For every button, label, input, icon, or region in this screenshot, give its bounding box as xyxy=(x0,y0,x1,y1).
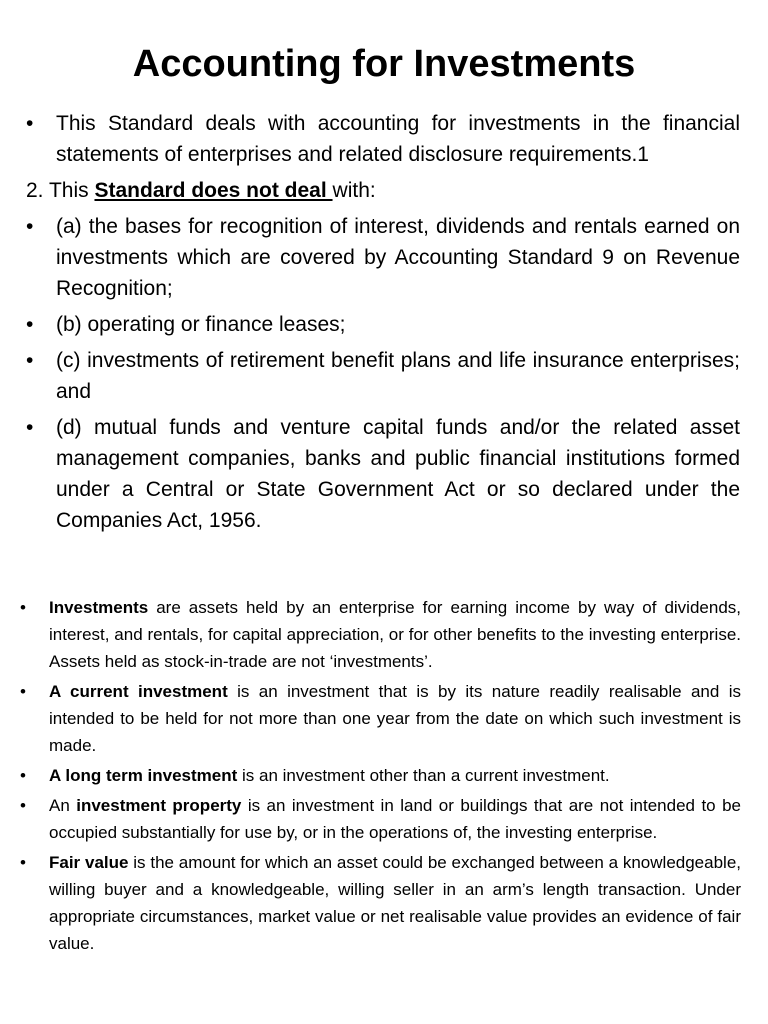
definition-term: A long term investment xyxy=(49,766,238,785)
scope-heading xyxy=(26,175,740,206)
bullet-icon: • xyxy=(26,112,34,135)
list-item xyxy=(26,412,740,536)
scope-prefix: 2. This xyxy=(26,179,95,202)
definition-text: are assets held by an enterprise for earning income by way of dividends, interest, and rentals, for capital appreciation, or for other benefits to the investing enterprise. Assets held as stock-in-trade are not ‘investments’. xyxy=(49,598,741,671)
list-item xyxy=(26,108,740,170)
bullet-icon: • xyxy=(26,349,34,372)
definition-item xyxy=(20,594,741,675)
definition-text: is an investment in land or buildings that are not intended to be occupied substantially for use by, or in the operations of, the investing enterprise. xyxy=(49,796,741,842)
definition-term: Fair value xyxy=(49,853,129,872)
bullet-icon: • xyxy=(26,215,34,238)
definition-item xyxy=(20,849,741,957)
definitions-section xyxy=(20,594,741,960)
list-item xyxy=(26,211,740,304)
exclusion-b: (b) operating or finance leases; xyxy=(56,313,346,336)
exclusion-d: (d) mutual funds and venture capital funds and/or the related asset management companies, banks and public financial institutions formed under a Central or State Government Act or so declared under the Companies Act, 1956. xyxy=(56,416,740,532)
definition-term: investment property xyxy=(76,796,242,815)
bullet-icon: • xyxy=(20,796,26,815)
definition-text: is an investment other than a current investment. xyxy=(237,766,610,785)
bullet-icon: • xyxy=(26,416,34,439)
list-item xyxy=(26,309,740,340)
bullet-icon: • xyxy=(20,598,26,617)
scope-suffix: with: xyxy=(332,179,376,202)
scope-section xyxy=(26,108,740,541)
bullet-icon: • xyxy=(26,313,34,336)
definition-item xyxy=(20,762,741,789)
page-title: Accounting for Investments xyxy=(132,43,636,85)
bullet-icon: • xyxy=(20,682,26,701)
exclusion-c: (c) investments of retirement benefit plans and life insurance enterprises; and xyxy=(56,349,740,403)
list-item xyxy=(26,345,740,407)
intro-text: This Standard deals with accounting for investments in the financial statements of enterprises and related disclosure requirements.1 xyxy=(56,112,740,166)
definition-text: is the amount for which an asset could be exchanged between a knowledgeable, willing buyer and a knowledgeable, willing seller in an arm’s length transaction. Under appropriate circumstances, market value or net realisable value provides an evidence of fair value. xyxy=(49,853,742,953)
definition-term: Investments xyxy=(49,598,149,617)
definition-item xyxy=(20,678,741,759)
definition-term: A current investment xyxy=(49,682,228,701)
bullet-icon: • xyxy=(20,766,26,785)
definition-item xyxy=(20,792,741,846)
exclusion-a: (a) the bases for recognition of interest, dividends and rentals earned on investments which are covered by Accounting Standard 9 on Revenue Recognition; xyxy=(56,215,740,300)
scope-emphasis: Standard does not deal xyxy=(94,179,333,202)
bullet-icon: • xyxy=(20,853,26,872)
definition-prefix: An xyxy=(49,796,77,815)
definition-text: is an investment that is by its nature readily realisable and is intended to be held for not more than one year from the date on which such investment is made. xyxy=(49,682,741,755)
